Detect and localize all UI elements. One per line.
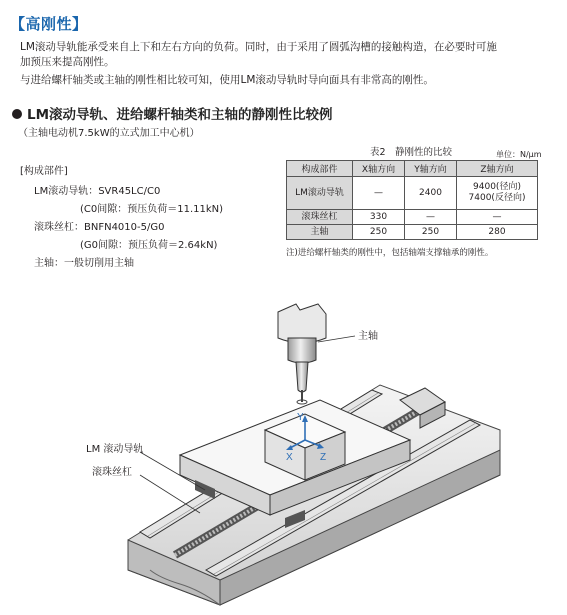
table-header-cell: Y轴方向	[405, 161, 457, 177]
table-header-cell: Z轴方向	[457, 161, 538, 177]
table-header-cell: X轴方向	[353, 161, 405, 177]
table-cell: —	[405, 210, 457, 225]
table-cell: 250	[405, 225, 457, 240]
stiffness-table	[286, 160, 538, 240]
table-cell: 280	[457, 225, 538, 240]
table-cell: 330	[353, 210, 405, 225]
table-row	[287, 210, 538, 225]
cell-line: 9400(径向)	[473, 182, 521, 192]
row-label: LM滚动导轨	[287, 177, 353, 210]
machine-illustration	[0, 270, 567, 615]
component-ball-screw: 滚珠丝杠：BNFN4010-5/G0	[34, 222, 165, 233]
table-cell	[457, 177, 538, 210]
comparison-heading	[12, 103, 333, 123]
table-cell: —	[457, 210, 538, 225]
component-ball-screw-note: (G0间隙：预压负荷＝2.64kN)	[80, 240, 218, 251]
component-lm-guide: LM滚动导轨：SVR45LC/C0	[34, 186, 161, 197]
intro-line-3: 与进给螺杆轴类或主轴的刚性相比较可知，使用LM滚动导轨时导向面具有非常高的刚性。	[20, 74, 434, 86]
row-label: 主轴	[287, 225, 353, 240]
intro-line-2: 加预压来提高刚性。	[20, 56, 115, 68]
intro-line-1: LM滚动导轨能承受来自上下和左右方向的负荷。同时，由于采用了圆弧沟槽的接触构造，在必要时可施	[20, 41, 497, 53]
components-header: [构成部件]	[20, 166, 68, 177]
comparison-subtitle: （主轴电动机7.5kW的立式加工中心机）	[18, 128, 200, 139]
section-title: 【高刚性】	[10, 15, 88, 33]
table-row	[287, 225, 538, 240]
spindle	[278, 304, 326, 404]
axis-y-label: Y	[297, 412, 304, 423]
label-lm-guide: LM 滚动导轨	[86, 444, 144, 455]
table-cell: —	[353, 177, 405, 210]
table-unit: 单位：N/μm	[496, 150, 542, 159]
comparison-title: LM滚动导轨、进给螺杆轴类和主轴的静刚性比较例	[27, 107, 333, 123]
row-label: 滚珠丝杠	[287, 210, 353, 225]
table-cell: 250	[353, 225, 405, 240]
table-header-cell: 构成部件	[287, 161, 353, 177]
axis-x-label: X	[286, 452, 293, 463]
component-lm-guide-note: (C0间隙：预压负荷＝11.11kN)	[80, 204, 224, 215]
component-spindle: 主轴：一般切削用主轴	[34, 258, 134, 269]
table-cell: 2400	[405, 177, 457, 210]
table-row	[287, 177, 538, 210]
table-caption: 表2 静刚性的比较	[370, 147, 453, 158]
axis-z-label: Z	[320, 452, 327, 463]
label-spindle: 主轴	[358, 331, 378, 342]
bullet-icon	[12, 109, 22, 119]
table-header-row	[287, 161, 538, 177]
label-ball-screw: 滚珠丝杠	[92, 467, 132, 478]
table-note: 注)进给螺杆轴类的刚性中，包括轴端支撑轴承的刚性。	[286, 248, 494, 258]
cell-line: 7400(反径向)	[468, 193, 526, 203]
